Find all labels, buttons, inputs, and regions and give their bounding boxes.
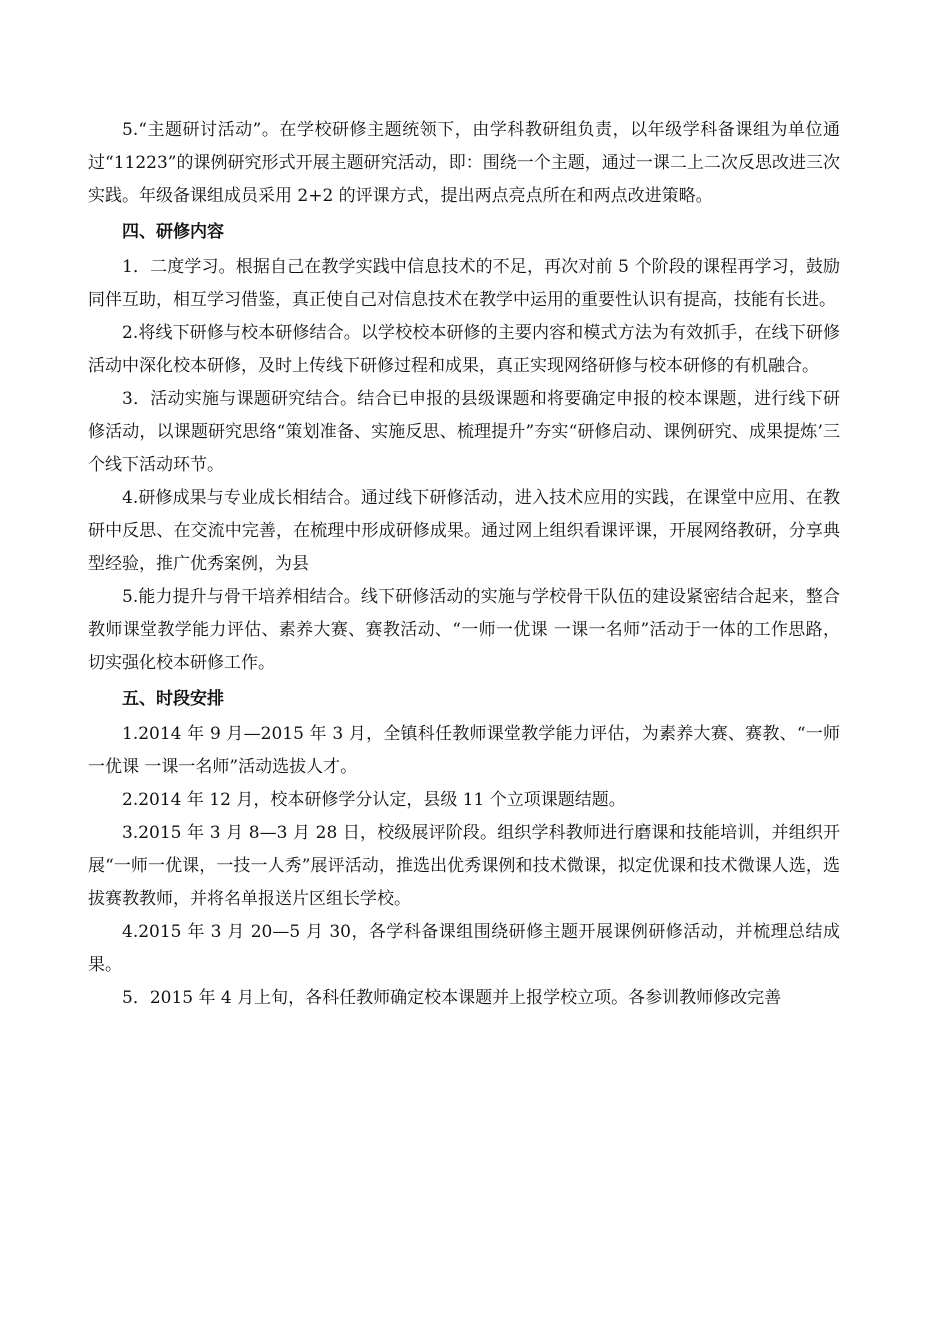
paragraph-schedule-4: 4.2015 年 3 月 20—5 月 30，各学科备课组围绕研修主题开展课例研修活动，并梳理总结成果。 xyxy=(88,922,840,975)
paragraph-results-growth-combine: 4.研修成果与专业成长相结合。通过线下研修活动，进入技术应用的实践，在课堂中应用、在教研中反思、在交流中完善，在梳理中形成研修成果。通过网上组织看课评课，开展网络教研，分享典型经验，推广优秀案例，为县 xyxy=(88,488,840,574)
section-heading-schedule: 五、时段安排 xyxy=(122,689,224,709)
paragraph-schedule-5: 5．2015 年 4 月上旬，各科任教师确定校本课题并上报学校立项。各参训教师修改完善 xyxy=(122,988,782,1008)
paragraph-ability-backbone-combine: 5.能力提升与骨干培养相结合。线下研修活动的实施与学校骨干队伍的建设紧密结合起来，整合教师课堂教学能力评估、素养大赛、赛教活动、“一师一优课 一课一名师”活动于一体的工作思路，切实强化校本研修工作。 xyxy=(88,587,840,673)
document-body xyxy=(88,114,840,1015)
paragraph-schedule-1: 1.2014 年 9 月—2015 年 3 月，全镇科任教师课堂教学能力评估，为素养大赛、赛教、“一师一优课 一课一名师”活动选拔人才。 xyxy=(88,724,840,777)
paragraph-offline-school-combine: 2.将线下研修与校本研修结合。以学校校本研修的主要内容和模式方法为有效抓手，在线下研修活动中深化校本研修，及时上传线下研修过程和成果，真正实现网络研修与校本研修的有机融合。 xyxy=(88,323,840,376)
paragraph-activity-research-combine: 3．活动实施与课题研究结合。结合已申报的县级课题和将要确定申报的校本课题，进行线下研修活动，以课题研究思络“策划准备、实施反思、梳理提升”夯实“研修启动、课例研究、成果提炼’三个线下活动环节。 xyxy=(88,389,840,475)
paragraph-second-study: 1．二度学习。根据自己在教学实践中信息技术的不足，再次对前 5 个阶段的课程再学习，鼓励同伴互助，相互学习借鉴，真正使自己对信息技术在教学中运用的重要性认识有提高，技能有长进。 xyxy=(88,257,840,310)
paragraph-schedule-2: 2.2014 年 12 月，校本研修学分认定，县级 11 个立项课题结题。 xyxy=(122,790,626,810)
paragraph-topic-seminar: 5.“主题研讨活动”。在学校研修主题统领下，由学科教研组负责，以年级学科备课组为单位通过“11223”的课例研究形式开展主题研究活动，即：围绕一个主题，通过一课二上二次反思改进三次实践。年级备课组成员采用 2+2 的评课方式，提出两点亮点所在和两点改进策略。 xyxy=(88,120,840,206)
paragraph-schedule-3: 3.2015 年 3 月 8—3 月 28 日，校级展评阶段。组织学科教师进行磨课和技能培训，并组织开展“一师一优课，一技一人秀”展评活动，推选出优秀课例和技术微课，拟定优课和技术微课人选，选拔赛教教师，并将名单报送片区组长学校。 xyxy=(88,823,840,909)
section-heading-content: 四、研修内容 xyxy=(122,222,224,242)
